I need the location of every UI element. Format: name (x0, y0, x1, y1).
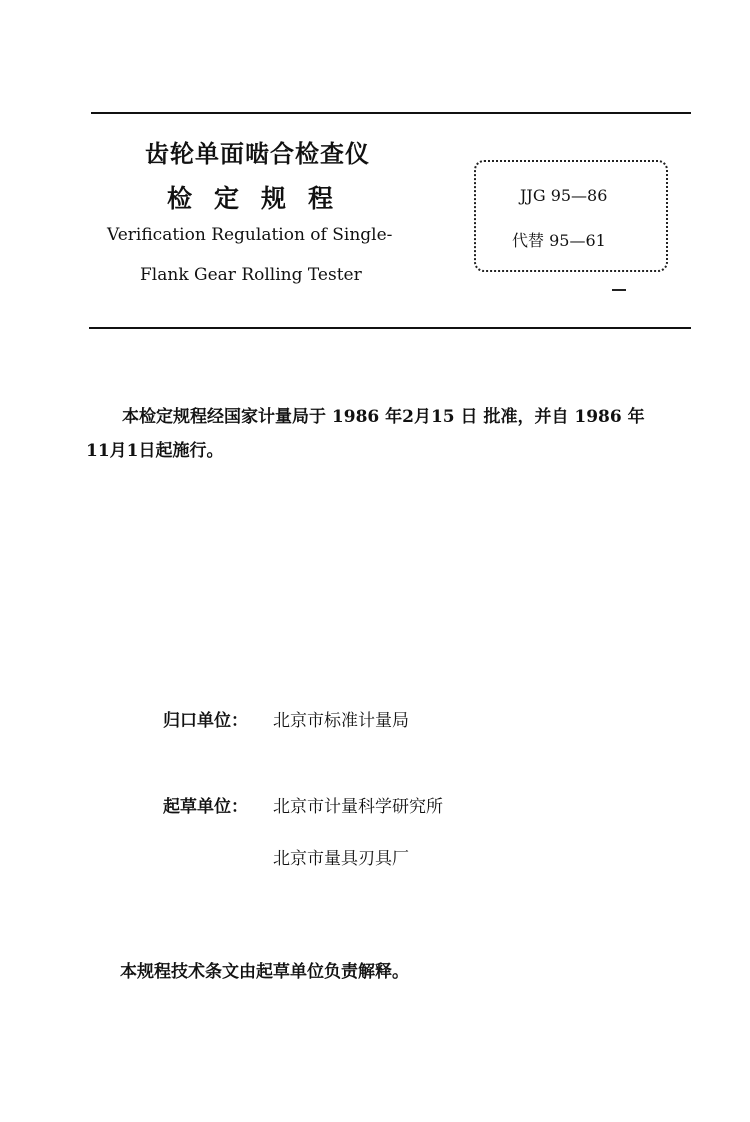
interpretation-note: 本规程技术条文由起草单位负责解释。 (120, 962, 409, 982)
document-title-chinese: 齿轮单面啮合检查仪 (145, 139, 370, 168)
responsible-dept-label: 归口单位： (163, 711, 248, 731)
regulation-code-box (474, 160, 668, 272)
document-title-english-line1: Verification Regulation of Single- (107, 225, 393, 245)
document-title-english-line2: Flank Gear Rolling Tester (140, 265, 362, 285)
dash-mark (612, 289, 626, 291)
top-rule (91, 112, 691, 114)
responsible-dept-value: 北京市标准计量局 (273, 711, 409, 731)
approval-statement-line1: 本检定规程经国家计量局于 1986 年2月15 日 批准，并自 1986 年 (122, 407, 645, 427)
drafting-unit-1: 北京市计量科学研究所 (273, 797, 443, 817)
document-subtitle-chinese: 检定规程 (167, 184, 356, 213)
regulation-code: JJG 95—86 (520, 186, 608, 205)
drafting-units-label: 起草单位： (163, 797, 248, 817)
replaces-code: 代替 95—61 (512, 231, 606, 250)
drafting-unit-2: 北京市量具刃具厂 (273, 849, 409, 869)
bottom-rule (89, 327, 691, 329)
approval-statement-line2: 11月1日起施行。 (86, 441, 224, 461)
